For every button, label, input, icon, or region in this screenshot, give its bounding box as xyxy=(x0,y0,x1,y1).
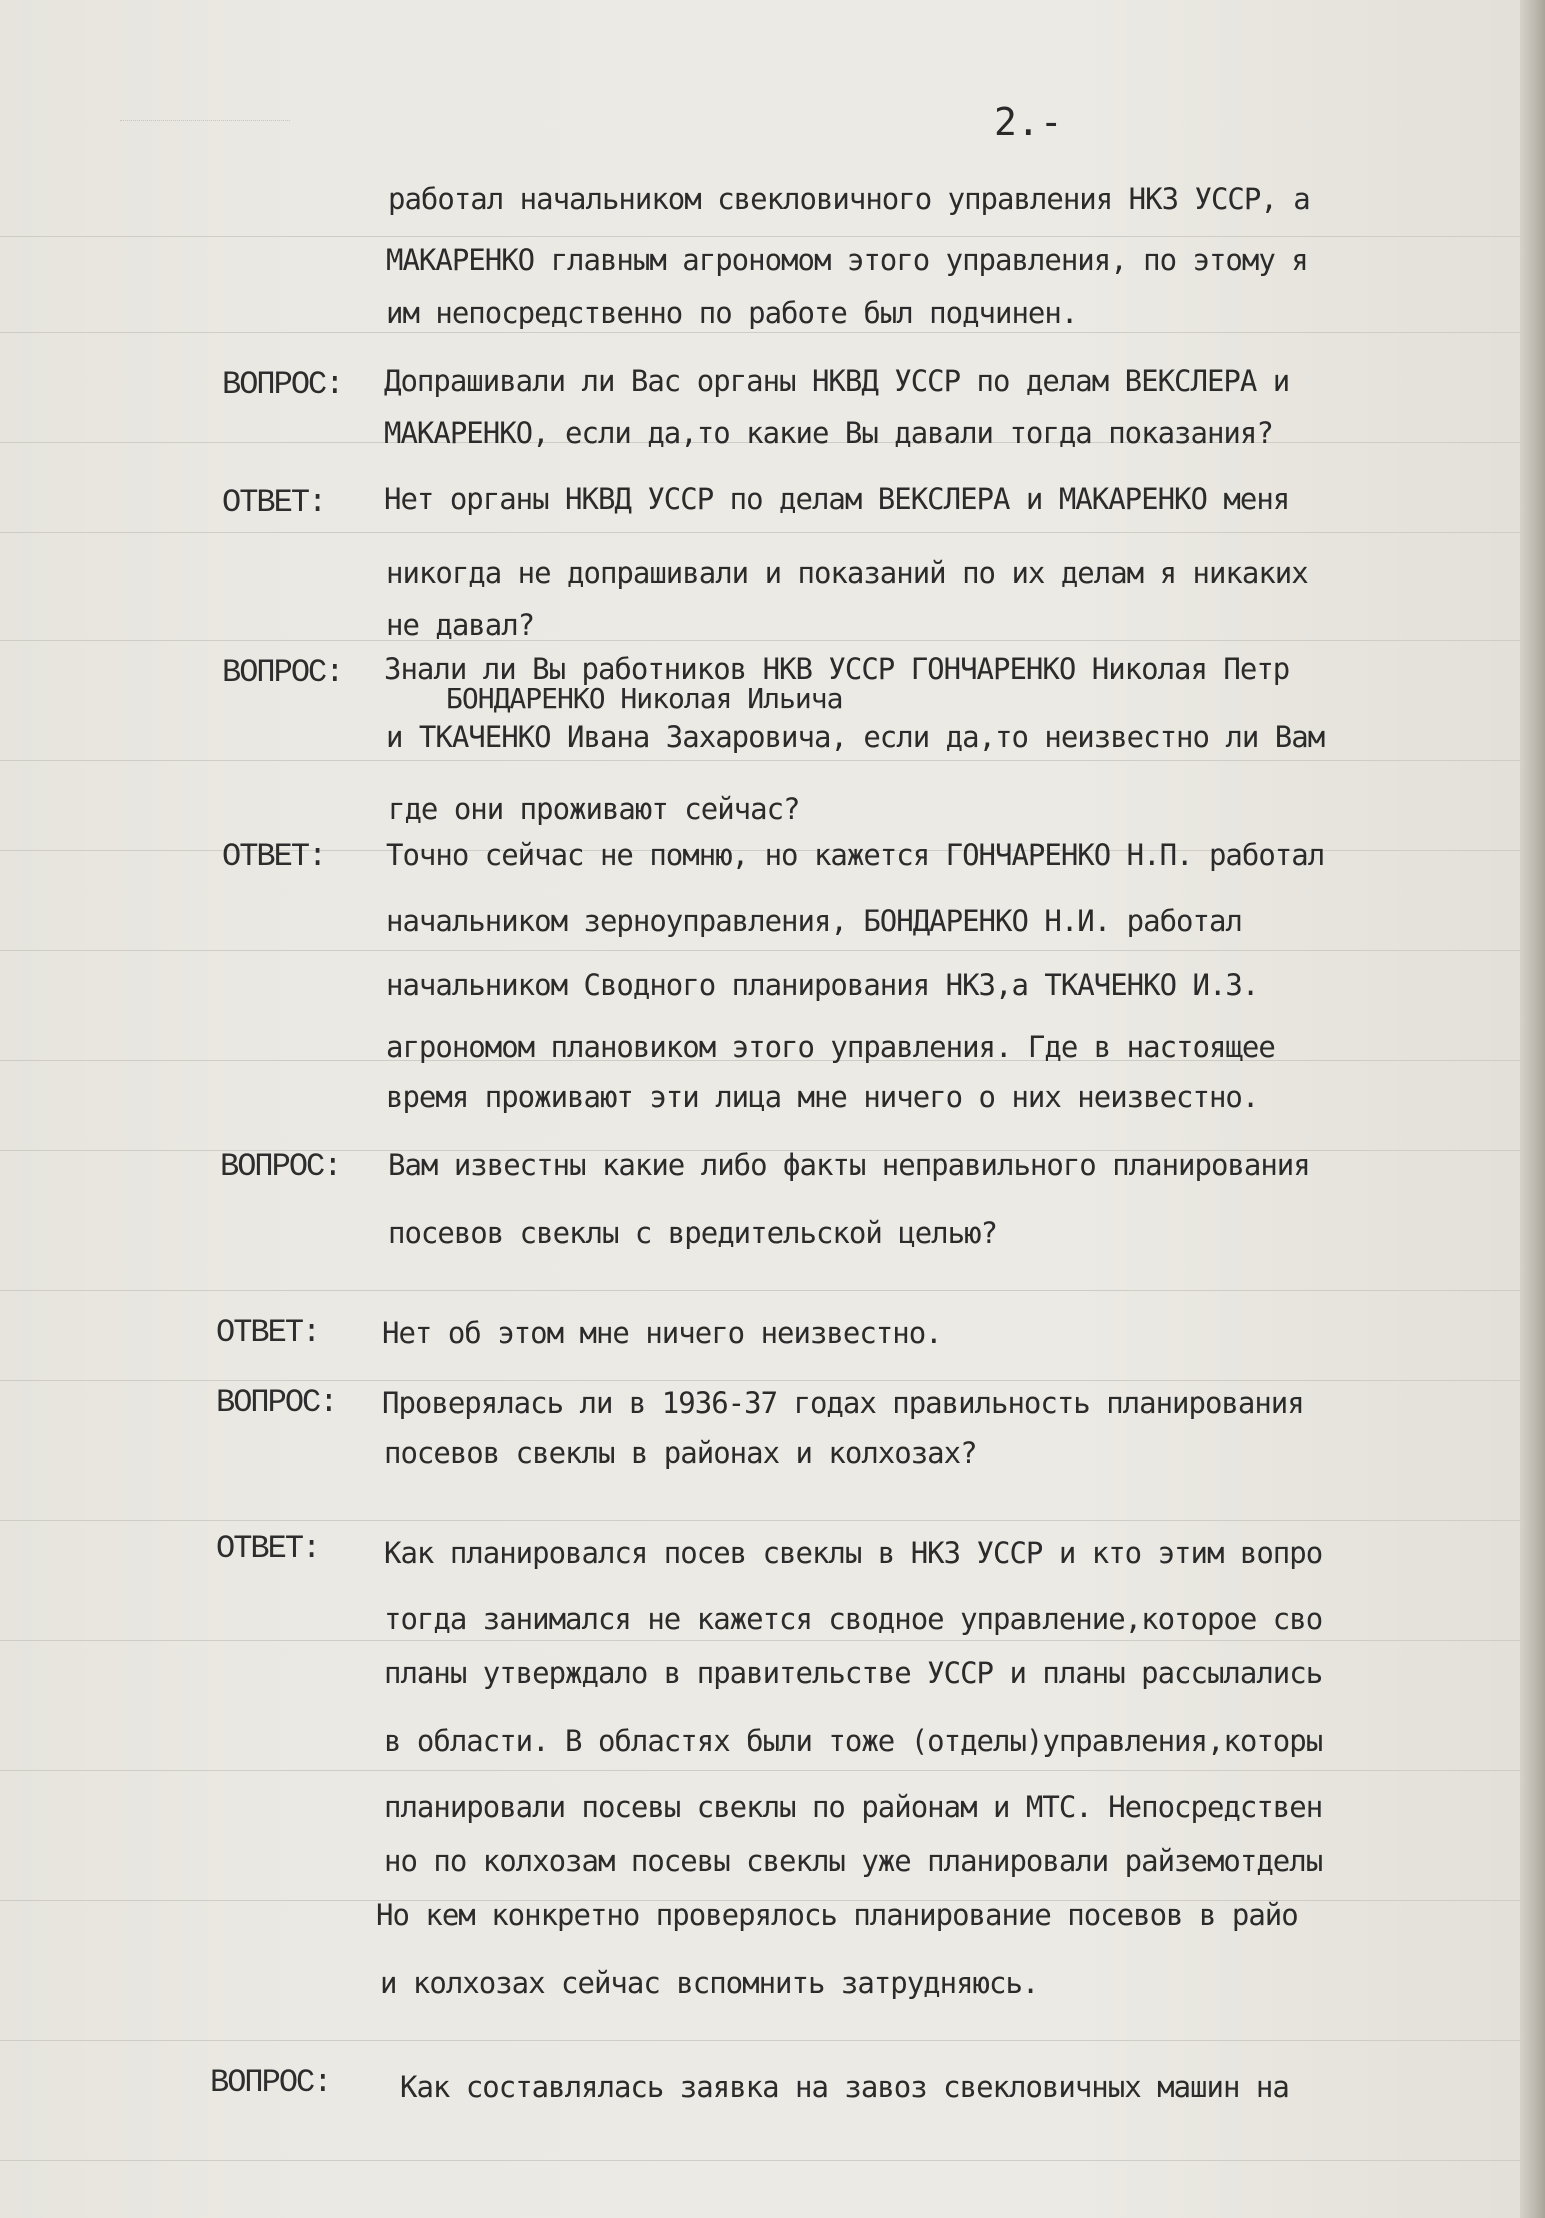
text-line: планировали посевы свеклы по районам и МТС. Непосредствен xyxy=(384,1790,1323,1824)
text-line: в области. В областях были тоже (отделы)управления,которы xyxy=(384,1724,1323,1758)
text-line: начальником Сводного планирования НКЗ,а ТКАЧЕНКО И.З. xyxy=(386,968,1259,1002)
text-line: посевов свеклы в районах и колхозах? xyxy=(384,1436,977,1470)
question-label: ВОПРОС: xyxy=(220,1148,341,1185)
text-line: время проживают эти лица мне ничего о них неизвестно. xyxy=(386,1080,1259,1114)
text-line: Нет об этом мне ничего неизвестно. xyxy=(382,1316,942,1350)
text-line: Вам известны какие либо факты неправильного планирования xyxy=(388,1148,1310,1182)
question-label: ВОПРОС: xyxy=(216,1384,337,1421)
text-line: начальником зерноуправления, БОНДАРЕНКО Н.И. работал xyxy=(386,904,1242,938)
answer-label: ОТВЕТ: xyxy=(216,1530,320,1567)
answer-label: ОТВЕТ: xyxy=(222,838,326,875)
question-label: ВОПРОС: xyxy=(222,654,343,691)
text-line: МАКАРЕНКО, если да,то какие Вы давали тогда показания? xyxy=(384,416,1273,450)
text-line: им непосредственно по работе был подчинен. xyxy=(386,296,1078,330)
text-line: и колхозах сейчас вспомнить затрудняюсь. xyxy=(380,1966,1039,2000)
text-line: не давал? xyxy=(386,608,535,642)
typed-insertion-line: БОНДАРЕНКО Николая Ильича xyxy=(446,682,843,715)
text-line: Как составлялась заявка на завоз свекловичных машин на xyxy=(400,2070,1289,2104)
answer-label: ОТВЕТ: xyxy=(216,1314,320,1351)
text-line: агрономом плановиком этого управления. Где в настоящее xyxy=(386,1030,1275,1064)
text-line: и ТКАЧЕНКО Ивана Захаровича, если да,то неизвестно ли Вам xyxy=(386,720,1325,754)
text-line: Точно сейчас не помню, но кажется ГОНЧАРЕНКО Н.П. работал xyxy=(386,838,1325,872)
text-line: Допрашивали ли Вас органы НКВД УССР по делам ВЕКСЛЕРА и xyxy=(384,364,1290,398)
page-binding-edge xyxy=(1520,0,1545,2218)
question-label: ВОПРОС: xyxy=(222,366,343,403)
question-label: ВОПРОС: xyxy=(210,2064,331,2101)
text-line: Но кем конкретно проверялось планирование посевов в райо xyxy=(376,1898,1298,1932)
text-line: Знали ли Вы работников НКВ УССР ГОНЧАРЕНКО Николая Петр xyxy=(384,652,1290,686)
text-line: Проверялась ли в 1936-37 годах правильность планирования xyxy=(382,1386,1304,1420)
page-number: 2.- xyxy=(994,100,1063,144)
answer-label: ОТВЕТ: xyxy=(222,484,326,521)
text-line: но по колхозам посевы свеклы уже планировали райземотделы xyxy=(384,1844,1323,1878)
text-line: никогда не допрашивали и показаний по их делам я никаких xyxy=(386,556,1308,590)
text-line: Как планировался посев свеклы в НКЗ УССР и кто этим вопро xyxy=(384,1536,1323,1570)
text-line: посевов свеклы с вредительской целью? xyxy=(388,1216,998,1250)
text-line: где они проживают сейчас? xyxy=(388,792,800,826)
text-line: Нет органы НКВД УССР по делам ВЕКСЛЕРА и МАКАРЕНКО меня xyxy=(384,482,1290,516)
text-line: планы утверждало в правительстве УССР и планы рассылались xyxy=(384,1656,1323,1690)
text-line: тогда занимался не кажется сводное управление,которое сво xyxy=(384,1602,1323,1636)
text-line: МАКАРЕНКО главным агрономом этого управления, по этому я xyxy=(386,243,1308,277)
text-line: работал начальником свекловичного управления НКЗ УССР, а xyxy=(388,182,1310,216)
